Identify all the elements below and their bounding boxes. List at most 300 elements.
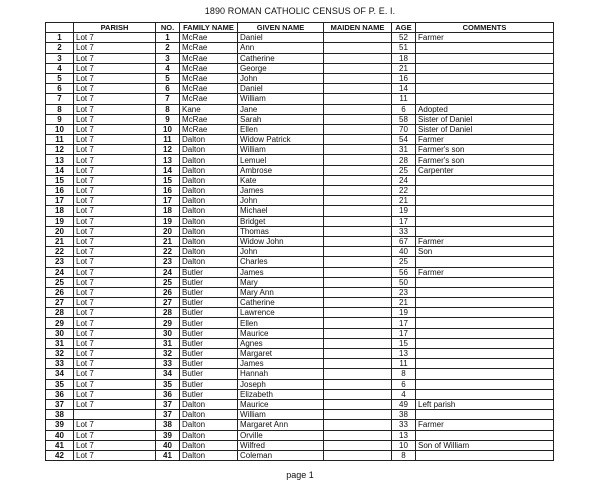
cell-comments <box>416 287 554 297</box>
cell-no: 39 <box>156 430 180 440</box>
cell-family-name: Dalton <box>180 450 238 460</box>
table-row <box>46 94 554 104</box>
cell-given-name: Ellen <box>238 124 324 134</box>
cell-given-name: Elizabeth <box>238 389 324 399</box>
table-row <box>46 257 554 267</box>
cell-comments <box>416 186 554 196</box>
cell-age: 22 <box>392 186 416 196</box>
cell-no: 41 <box>156 450 180 460</box>
cell-no: 9 <box>156 114 180 124</box>
cell-given-name: John <box>238 196 324 206</box>
cell-comments: Sister of Daniel <box>416 114 554 124</box>
cell-no: 28 <box>156 308 180 318</box>
cell-family-name: Dalton <box>180 145 238 155</box>
cell-age: 23 <box>392 287 416 297</box>
cell-comments: Farmer <box>416 420 554 430</box>
cell-family-name: McRae <box>180 63 238 73</box>
table-row <box>46 318 554 328</box>
cell-parish: Lot 7 <box>74 43 156 53</box>
cell-family-name: Dalton <box>180 206 238 216</box>
cell-comments: Adopted <box>416 104 554 114</box>
cell-given-name: Joseph <box>238 379 324 389</box>
cell-comments: Farmer's son <box>416 145 554 155</box>
table-row <box>46 277 554 287</box>
cell-row-number: 3 <box>46 53 74 63</box>
table-row <box>46 308 554 318</box>
cell-comments: Carpenter <box>416 165 554 175</box>
cell-given-name: Bridget <box>238 216 324 226</box>
cell-maiden-name <box>324 349 392 359</box>
cell-no: 14 <box>156 165 180 175</box>
cell-family-name: McRae <box>180 73 238 83</box>
cell-age: 28 <box>392 155 416 165</box>
cell-comments <box>416 338 554 348</box>
cell-given-name: Lemuel <box>238 155 324 165</box>
table-row <box>46 410 554 420</box>
cell-no: 34 <box>156 369 180 379</box>
cell-family-name: Dalton <box>180 216 238 226</box>
col-header-maiden-name: MAIDEN NAME <box>324 23 392 33</box>
table-row <box>46 155 554 165</box>
table-row <box>46 389 554 399</box>
cell-no: 21 <box>156 236 180 246</box>
cell-family-name: Dalton <box>180 257 238 267</box>
table-row <box>46 206 554 216</box>
table-row <box>46 124 554 134</box>
table-row <box>46 247 554 257</box>
table-row <box>46 186 554 196</box>
cell-parish: Lot 7 <box>74 104 156 114</box>
cell-given-name: Daniel <box>238 33 324 43</box>
cell-age: 6 <box>392 379 416 389</box>
cell-row-number: 31 <box>46 338 74 348</box>
cell-parish: Lot 7 <box>74 287 156 297</box>
cell-family-name: Dalton <box>180 186 238 196</box>
cell-given-name: James <box>238 359 324 369</box>
cell-comments <box>416 410 554 420</box>
cell-age: 51 <box>392 43 416 53</box>
cell-no: 10 <box>156 124 180 134</box>
cell-comments <box>416 175 554 185</box>
cell-given-name: George <box>238 63 324 73</box>
cell-no: 4 <box>156 63 180 73</box>
cell-row-number: 33 <box>46 359 74 369</box>
cell-row-number: 12 <box>46 145 74 155</box>
cell-maiden-name <box>324 145 392 155</box>
cell-parish: Lot 7 <box>74 216 156 226</box>
cell-parish: Lot 7 <box>74 389 156 399</box>
cell-parish: Lot 7 <box>74 318 156 328</box>
cell-given-name: Mary Ann <box>238 287 324 297</box>
cell-comments <box>416 73 554 83</box>
cell-parish: Lot 7 <box>74 155 156 165</box>
cell-family-name: Butler <box>180 359 238 369</box>
cell-row-number: 2 <box>46 43 74 53</box>
cell-family-name: McRae <box>180 124 238 134</box>
cell-row-number: 13 <box>46 155 74 165</box>
cell-age: 16 <box>392 73 416 83</box>
cell-row-number: 28 <box>46 308 74 318</box>
cell-no: 29 <box>156 318 180 328</box>
cell-age: 25 <box>392 257 416 267</box>
cell-row-number: 17 <box>46 196 74 206</box>
cell-family-name: Butler <box>180 277 238 287</box>
cell-maiden-name <box>324 73 392 83</box>
cell-given-name: William <box>238 410 324 420</box>
cell-comments: Son of William <box>416 440 554 450</box>
table-row <box>46 216 554 226</box>
cell-age: 67 <box>392 236 416 246</box>
col-header-no: NO. <box>156 23 180 33</box>
cell-given-name: Ambrose <box>238 165 324 175</box>
cell-row-number: 21 <box>46 236 74 246</box>
cell-maiden-name <box>324 165 392 175</box>
table-row <box>46 196 554 206</box>
cell-given-name: Agnes <box>238 338 324 348</box>
cell-row-number: 34 <box>46 369 74 379</box>
cell-maiden-name <box>324 399 392 409</box>
cell-given-name: Wilfred <box>238 440 324 450</box>
cell-row-number: 38 <box>46 410 74 420</box>
cell-given-name: Sarah <box>238 114 324 124</box>
cell-comments <box>416 43 554 53</box>
cell-parish: Lot 7 <box>74 450 156 460</box>
cell-maiden-name <box>324 430 392 440</box>
cell-row-number: 19 <box>46 216 74 226</box>
cell-family-name: Dalton <box>180 135 238 145</box>
cell-row-number: 40 <box>46 430 74 440</box>
cell-family-name: Butler <box>180 328 238 338</box>
cell-family-name: Butler <box>180 267 238 277</box>
cell-parish: Lot 7 <box>74 298 156 308</box>
table-header-row <box>46 23 554 33</box>
cell-parish: Lot 7 <box>74 33 156 43</box>
cell-family-name: Dalton <box>180 226 238 236</box>
col-header-row-number <box>46 23 74 33</box>
cell-comments <box>416 450 554 460</box>
table-row <box>46 287 554 297</box>
cell-row-number: 26 <box>46 287 74 297</box>
cell-given-name: Maurice <box>238 399 324 409</box>
page-number: page 1 <box>286 470 314 480</box>
cell-row-number: 32 <box>46 349 74 359</box>
cell-family-name: Butler <box>180 298 238 308</box>
cell-comments: Farmer <box>416 135 554 145</box>
cell-row-number: 27 <box>46 298 74 308</box>
cell-given-name: Ellen <box>238 318 324 328</box>
table-row <box>46 430 554 440</box>
cell-given-name: Coleman <box>238 450 324 460</box>
cell-family-name: Butler <box>180 349 238 359</box>
table-row <box>46 349 554 359</box>
cell-given-name: Catherine <box>238 53 324 63</box>
cell-maiden-name <box>324 287 392 297</box>
table-row <box>46 420 554 430</box>
cell-given-name: James <box>238 267 324 277</box>
cell-maiden-name <box>324 175 392 185</box>
cell-age: 8 <box>392 369 416 379</box>
cell-comments <box>416 359 554 369</box>
cell-parish: Lot 7 <box>74 124 156 134</box>
cell-comments <box>416 318 554 328</box>
cell-row-number: 16 <box>46 186 74 196</box>
cell-given-name: Kate <box>238 175 324 185</box>
cell-age: 54 <box>392 135 416 145</box>
cell-maiden-name <box>324 308 392 318</box>
col-header-parish: PARISH <box>74 23 156 33</box>
cell-age: 11 <box>392 94 416 104</box>
cell-row-number: 20 <box>46 226 74 236</box>
cell-no: 19 <box>156 216 180 226</box>
cell-parish: Lot 7 <box>74 84 156 94</box>
cell-maiden-name <box>324 124 392 134</box>
cell-row-number: 1 <box>46 33 74 43</box>
table-row <box>46 73 554 83</box>
cell-no: 30 <box>156 328 180 338</box>
col-header-comments: COMMENTS <box>416 23 554 33</box>
cell-age: 21 <box>392 298 416 308</box>
cell-maiden-name <box>324 338 392 348</box>
cell-parish: Lot 7 <box>74 186 156 196</box>
cell-row-number: 36 <box>46 389 74 399</box>
cell-given-name: Lawrence <box>238 308 324 318</box>
cell-age: 25 <box>392 165 416 175</box>
cell-maiden-name <box>324 94 392 104</box>
cell-given-name: Hannah <box>238 369 324 379</box>
cell-age: 17 <box>392 318 416 328</box>
cell-age: 40 <box>392 247 416 257</box>
cell-comments <box>416 369 554 379</box>
table-row <box>46 359 554 369</box>
cell-age: 8 <box>392 450 416 460</box>
cell-parish: Lot 7 <box>74 267 156 277</box>
cell-row-number: 6 <box>46 84 74 94</box>
cell-no: 32 <box>156 349 180 359</box>
cell-no: 23 <box>156 257 180 267</box>
table-row <box>46 145 554 155</box>
cell-parish: Lot 7 <box>74 308 156 318</box>
cell-maiden-name <box>324 247 392 257</box>
cell-row-number: 5 <box>46 73 74 83</box>
cell-family-name: Dalton <box>180 165 238 175</box>
cell-maiden-name <box>324 420 392 430</box>
cell-comments <box>416 277 554 287</box>
cell-no: 7 <box>156 94 180 104</box>
cell-row-number: 15 <box>46 175 74 185</box>
cell-maiden-name <box>324 206 392 216</box>
cell-maiden-name <box>324 226 392 236</box>
cell-maiden-name <box>324 104 392 114</box>
cell-family-name: Dalton <box>180 420 238 430</box>
cell-row-number: 4 <box>46 63 74 73</box>
cell-given-name: Thomas <box>238 226 324 236</box>
cell-no: 40 <box>156 440 180 450</box>
census-table-body <box>46 33 554 461</box>
cell-parish: Lot 7 <box>74 114 156 124</box>
cell-row-number: 9 <box>46 114 74 124</box>
table-row <box>46 338 554 348</box>
cell-age: 6 <box>392 104 416 114</box>
census-table <box>45 22 554 461</box>
cell-parish: Lot 7 <box>74 338 156 348</box>
table-row <box>46 298 554 308</box>
cell-no: 22 <box>156 247 180 257</box>
cell-row-number: 23 <box>46 257 74 267</box>
cell-row-number: 11 <box>46 135 74 145</box>
cell-parish: Lot 7 <box>74 53 156 63</box>
cell-given-name: William <box>238 145 324 155</box>
cell-given-name: William <box>238 94 324 104</box>
table-row <box>46 84 554 94</box>
cell-age: 10 <box>392 440 416 450</box>
table-row <box>46 236 554 246</box>
cell-age: 21 <box>392 196 416 206</box>
cell-age: 70 <box>392 124 416 134</box>
cell-comments <box>416 63 554 73</box>
cell-maiden-name <box>324 369 392 379</box>
col-header-age: AGE <box>392 23 416 33</box>
table-row <box>46 104 554 114</box>
cell-comments: Son <box>416 247 554 257</box>
cell-given-name: Ann <box>238 43 324 53</box>
table-row <box>46 440 554 450</box>
cell-comments <box>416 308 554 318</box>
cell-no: 37 <box>156 410 180 420</box>
cell-row-number: 7 <box>46 94 74 104</box>
cell-no: 8 <box>156 104 180 114</box>
cell-family-name: Butler <box>180 379 238 389</box>
cell-age: 13 <box>392 349 416 359</box>
cell-row-number: 29 <box>46 318 74 328</box>
cell-comments <box>416 84 554 94</box>
cell-maiden-name <box>324 267 392 277</box>
cell-family-name: Dalton <box>180 196 238 206</box>
cell-no: 11 <box>156 135 180 145</box>
cell-parish: Lot 7 <box>74 328 156 338</box>
cell-family-name: McRae <box>180 114 238 124</box>
cell-age: 50 <box>392 277 416 287</box>
cell-age: 24 <box>392 175 416 185</box>
cell-given-name: Widow Patrick <box>238 135 324 145</box>
cell-given-name: John <box>238 73 324 83</box>
cell-given-name: John <box>238 247 324 257</box>
cell-no: 13 <box>156 155 180 165</box>
cell-parish: Lot 7 <box>74 206 156 216</box>
cell-parish: Lot 7 <box>74 399 156 409</box>
cell-given-name: Mary <box>238 277 324 287</box>
cell-no: 18 <box>156 206 180 216</box>
table-row <box>46 226 554 236</box>
cell-no: 6 <box>156 84 180 94</box>
cell-parish: Lot 7 <box>74 145 156 155</box>
cell-row-number: 14 <box>46 165 74 175</box>
cell-family-name: Dalton <box>180 175 238 185</box>
cell-parish <box>74 410 156 420</box>
cell-parish: Lot 7 <box>74 440 156 450</box>
cell-age: 17 <box>392 328 416 338</box>
cell-given-name: James <box>238 186 324 196</box>
cell-comments <box>416 94 554 104</box>
cell-comments <box>416 226 554 236</box>
table-row <box>46 369 554 379</box>
cell-parish: Lot 7 <box>74 430 156 440</box>
cell-comments: Farmer <box>416 33 554 43</box>
cell-no: 31 <box>156 338 180 348</box>
cell-maiden-name <box>324 298 392 308</box>
cell-age: 33 <box>392 226 416 236</box>
cell-family-name: Dalton <box>180 410 238 420</box>
cell-maiden-name <box>324 216 392 226</box>
cell-no: 33 <box>156 359 180 369</box>
cell-parish: Lot 7 <box>74 63 156 73</box>
cell-row-number: 8 <box>46 104 74 114</box>
cell-family-name: McRae <box>180 53 238 63</box>
cell-maiden-name <box>324 196 392 206</box>
cell-given-name: Michael <box>238 206 324 216</box>
cell-no: 16 <box>156 186 180 196</box>
cell-family-name: Butler <box>180 308 238 318</box>
cell-parish: Lot 7 <box>74 379 156 389</box>
cell-parish: Lot 7 <box>74 94 156 104</box>
table-row <box>46 450 554 460</box>
cell-comments <box>416 216 554 226</box>
cell-maiden-name <box>324 155 392 165</box>
cell-row-number: 22 <box>46 247 74 257</box>
cell-given-name: Margaret Ann <box>238 420 324 430</box>
cell-maiden-name <box>324 53 392 63</box>
cell-parish: Lot 7 <box>74 175 156 185</box>
cell-maiden-name <box>324 450 392 460</box>
cell-no: 25 <box>156 277 180 287</box>
cell-no: 35 <box>156 379 180 389</box>
cell-no: 12 <box>156 145 180 155</box>
cell-comments: Left parish <box>416 399 554 409</box>
cell-comments: Farmer's son <box>416 155 554 165</box>
cell-no: 36 <box>156 389 180 399</box>
cell-age: 17 <box>392 216 416 226</box>
table-row <box>46 165 554 175</box>
cell-maiden-name <box>324 33 392 43</box>
cell-age: 15 <box>392 338 416 348</box>
cell-maiden-name <box>324 236 392 246</box>
cell-parish: Lot 7 <box>74 226 156 236</box>
cell-given-name: Maurice <box>238 328 324 338</box>
cell-row-number: 25 <box>46 277 74 287</box>
cell-family-name: Butler <box>180 318 238 328</box>
cell-comments <box>416 257 554 267</box>
cell-family-name: McRae <box>180 94 238 104</box>
cell-given-name: Margaret <box>238 349 324 359</box>
table-row <box>46 33 554 43</box>
cell-given-name: Daniel <box>238 84 324 94</box>
cell-age: 56 <box>392 267 416 277</box>
cell-parish: Lot 7 <box>74 196 156 206</box>
cell-no: 17 <box>156 196 180 206</box>
page-title: 1890 ROMAN CATHOLIC CENSUS OF P. E. I. <box>204 6 396 16</box>
table-row <box>46 379 554 389</box>
cell-no: 27 <box>156 298 180 308</box>
cell-maiden-name <box>324 43 392 53</box>
table-row <box>46 267 554 277</box>
cell-comments: Farmer <box>416 236 554 246</box>
cell-family-name: Dalton <box>180 155 238 165</box>
cell-family-name: Dalton <box>180 399 238 409</box>
cell-family-name: McRae <box>180 43 238 53</box>
cell-maiden-name <box>324 135 392 145</box>
cell-comments <box>416 328 554 338</box>
cell-comments <box>416 389 554 399</box>
cell-given-name: Jane <box>238 104 324 114</box>
